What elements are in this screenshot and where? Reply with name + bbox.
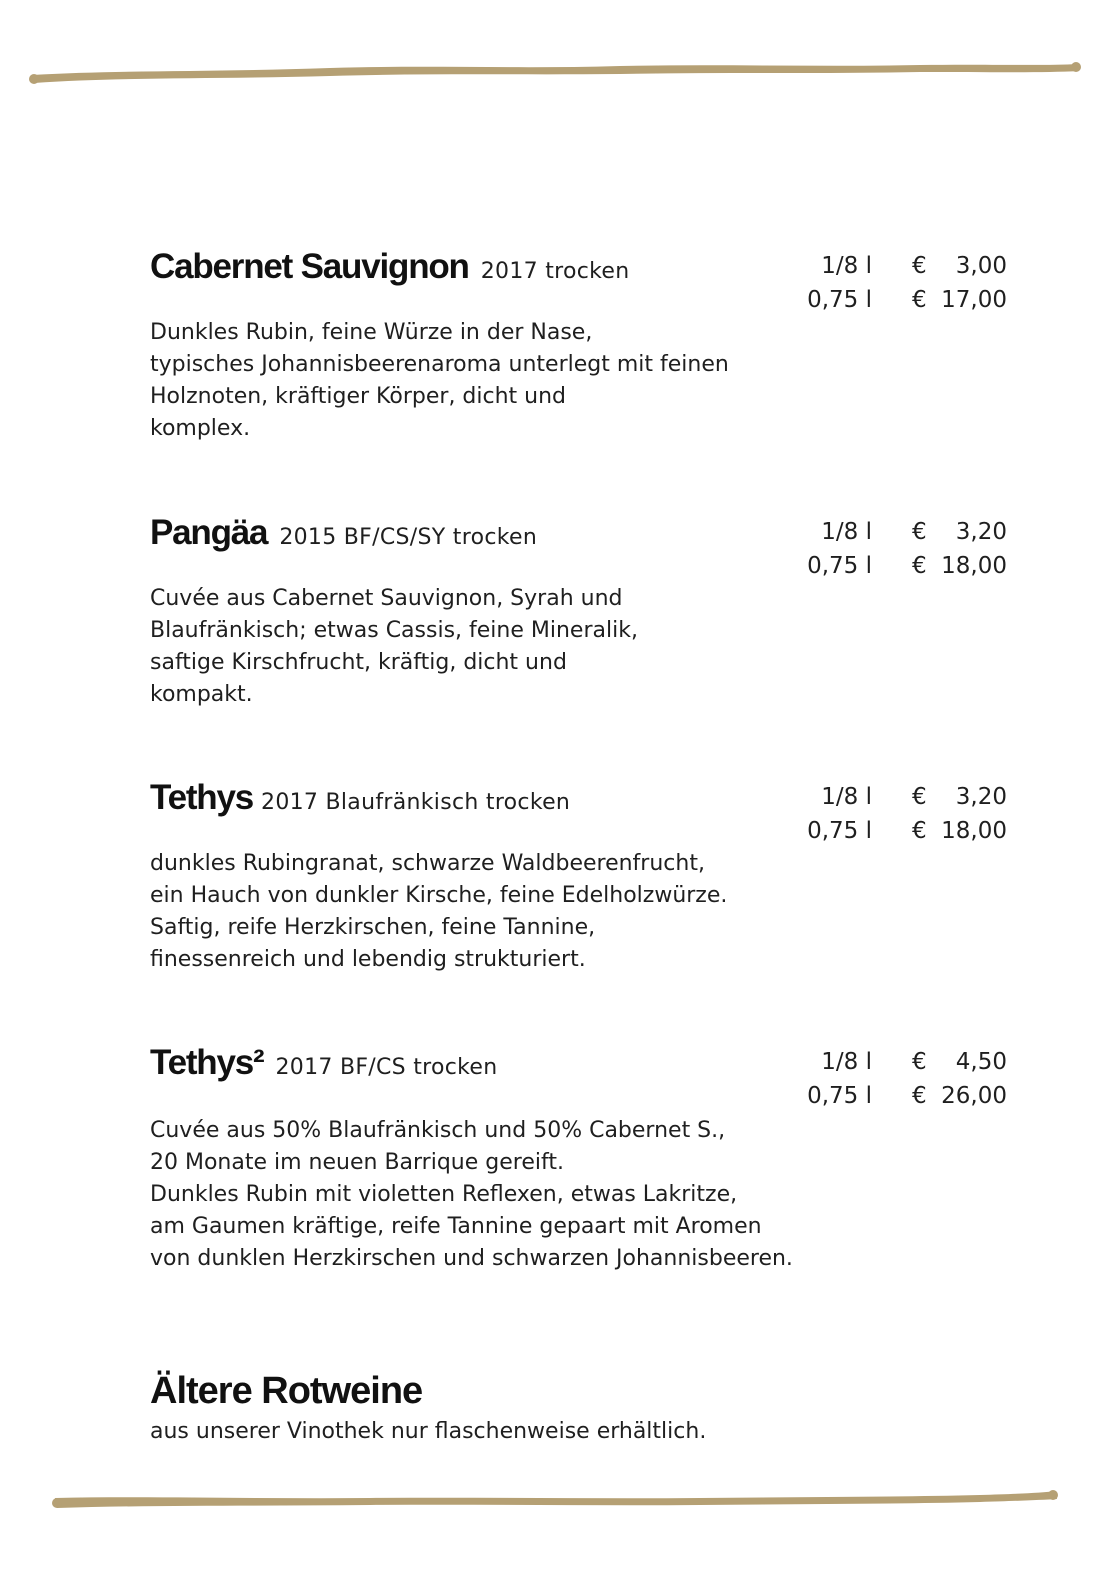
description-line: ein Hauch von dunkler Kirsche, feine Edelholzwürze. — [150, 883, 728, 908]
wine-name: Pangäa — [150, 513, 268, 552]
price-row — [805, 818, 1020, 852]
wine-description — [150, 848, 1020, 976]
wine-name: Cabernet Sauvignon — [150, 247, 469, 286]
description-line: Saftig, reife Herzkirschen, feine Tannine, — [150, 915, 596, 940]
price-amount: 18,00 — [941, 818, 1007, 844]
description-line: Cuvée aus Cabernet Sauvignon, Syrah und — [150, 586, 623, 611]
price-row — [805, 553, 1020, 587]
price-currency: € — [912, 287, 927, 313]
description-line: Dunkles Rubin, feine Würze in der Nase, — [150, 320, 593, 345]
price-quantity: 0,75 l — [807, 553, 872, 579]
wine-entry-tethys-2 — [150, 1043, 1020, 1275]
price-quantity: 1/8 l — [821, 519, 872, 545]
description-line: saftige Kirschfrucht, kräftig, dicht und — [150, 650, 567, 675]
description-line: kompakt. — [150, 682, 253, 707]
description-line: typisches Johannisbeerenaroma unterlegt mit feinen — [150, 352, 729, 377]
price-currency: € — [912, 784, 927, 810]
price-currency: € — [912, 1049, 927, 1075]
price-quantity: 1/8 l — [821, 1049, 872, 1075]
description-line: 20 Monate im neuen Barrique gereift. — [150, 1150, 564, 1175]
price-amount: 4,50 — [955, 1049, 1007, 1075]
price-row — [805, 1049, 1020, 1083]
wine-entry-pangaea — [150, 513, 1020, 711]
wine-meta: 2017 Blaufränkisch trocken — [261, 790, 571, 815]
wine-entry-tethys — [150, 778, 1020, 976]
wine-description — [150, 317, 1020, 445]
wine-description — [150, 583, 1020, 711]
price-list — [805, 253, 1020, 321]
price-row — [805, 287, 1020, 321]
price-row — [805, 253, 1020, 287]
older-red-wines-section — [150, 1370, 706, 1444]
section-subtitle: aus unserer Vinothek nur flaschenweise erhältlich. — [150, 1419, 707, 1444]
price-list — [805, 784, 1020, 852]
wine-name: Tethys² — [150, 1043, 264, 1082]
description-line: komplex. — [150, 416, 251, 441]
top-brush-divider — [0, 48, 1107, 98]
price-currency: € — [912, 519, 927, 545]
price-quantity: 0,75 l — [807, 287, 872, 313]
description-line: Cuvée aus 50% Blaufränkisch und 50% Cabernet S., — [150, 1118, 726, 1143]
description-line: finessenreich und lebendig strukturiert. — [150, 947, 586, 972]
wine-description — [150, 1115, 1020, 1275]
price-list — [805, 519, 1020, 587]
price-amount: 3,20 — [955, 519, 1007, 545]
section-title: Ältere Rotweine — [150, 1370, 423, 1412]
description-line: Blaufränkisch; etwas Cassis, feine Mineralik, — [150, 618, 638, 643]
price-list — [805, 1049, 1020, 1117]
description-line: Dunkles Rubin mit violetten Reflexen, etwas Lakritze, — [150, 1182, 738, 1207]
price-currency: € — [912, 553, 927, 579]
wine-meta: 2017 trocken — [480, 259, 630, 284]
price-amount: 3,20 — [955, 784, 1007, 810]
description-line: am Gaumen kräftige, reife Tannine gepaart mit Aromen — [150, 1214, 762, 1239]
price-amount: 3,00 — [955, 253, 1007, 279]
price-currency: € — [912, 1083, 927, 1109]
bottom-brush-divider — [0, 1478, 1107, 1528]
wine-entry-cabernet — [150, 247, 1020, 445]
price-quantity: 1/8 l — [821, 253, 872, 279]
price-currency: € — [912, 818, 927, 844]
wine-meta: 2017 BF/CS trocken — [275, 1055, 498, 1080]
description-line: von dunklen Herzkirschen und schwarzen Johannisbeeren. — [150, 1246, 793, 1271]
price-amount: 17,00 — [941, 287, 1007, 313]
description-line: dunkles Rubingranat, schwarze Waldbeerenfrucht, — [150, 851, 705, 876]
price-quantity: 0,75 l — [807, 1083, 872, 1109]
price-amount: 18,00 — [941, 553, 1007, 579]
description-line: Holznoten, kräftiger Körper, dicht und — [150, 384, 567, 409]
wine-name: Tethys — [150, 778, 254, 817]
price-row — [805, 519, 1020, 553]
price-quantity: 0,75 l — [807, 818, 872, 844]
wine-meta: 2015 BF/CS/SY trocken — [279, 525, 538, 550]
price-currency: € — [912, 253, 927, 279]
price-row — [805, 784, 1020, 818]
price-row — [805, 1083, 1020, 1117]
price-amount: 26,00 — [941, 1083, 1007, 1109]
price-quantity: 1/8 l — [821, 784, 872, 810]
